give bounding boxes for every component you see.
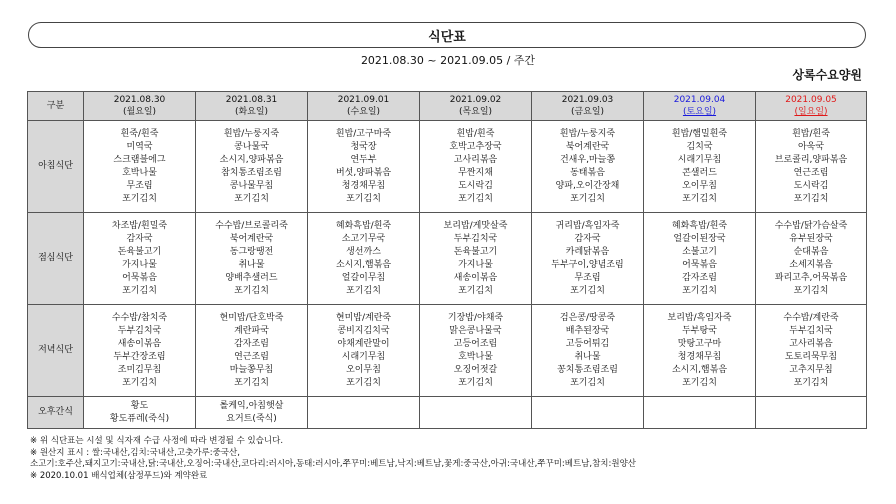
menu-item: 포기김치: [346, 193, 381, 204]
menu-item: 가지나물: [458, 259, 493, 270]
menu-item: 포기김치: [122, 377, 157, 388]
menu-item: 무조림: [574, 272, 601, 283]
menu-cell: [420, 397, 532, 429]
menu-item: 포기김치: [122, 285, 157, 296]
menu-item: 포기김치: [570, 377, 605, 388]
menu-cell: [196, 121, 308, 213]
snack-row: [28, 397, 867, 429]
menu-item: 포기김치: [458, 193, 493, 204]
menu-cell: [532, 397, 644, 429]
menu-cell: [756, 305, 867, 397]
menu-item: 콩나물국: [234, 141, 269, 152]
menu-item: 브로콜리,양파볶음: [774, 154, 848, 165]
menu-item: 고추지무침: [789, 364, 833, 375]
menu-item: 고등어튀김: [565, 338, 610, 349]
menu-item: 동태볶음: [570, 167, 605, 178]
row-label: 아침식단: [28, 121, 84, 213]
day-of-week: (토요일): [682, 107, 717, 117]
menu-item: 호박나물: [122, 167, 157, 178]
menu-item: 고사리볶음: [789, 338, 833, 349]
row-label: 저녁식단: [28, 305, 84, 397]
menu-item: 돈육불고기: [117, 246, 162, 257]
menu-cell: [756, 397, 867, 429]
menu-item: 흰밥/흰죽: [792, 128, 830, 139]
menu-item: 꽁치통조림조림: [557, 364, 618, 375]
menu-item: 도시락김: [458, 180, 493, 191]
day-date: 2021.09.05: [785, 95, 837, 105]
menu-item: 흰밥/흰죽: [456, 128, 495, 139]
menu-cell: [308, 121, 420, 213]
menu-cell: [644, 397, 756, 429]
menu-item: 건새우,마늘쫑: [559, 154, 616, 165]
note-line: ※ 원산지 표시 : 쌀:국내산,김치:국내산,고춧가루:중국산,: [30, 447, 240, 458]
menu-cell: [84, 305, 196, 397]
menu-item: 소시지,양파볶음: [219, 154, 284, 165]
menu-item: 포기김치: [122, 193, 157, 204]
menu-item: 스크램블에그: [113, 154, 166, 165]
menu-item: 혜화흑밥/흰죽: [335, 220, 392, 231]
menu-item: 참치통조림조림: [221, 167, 282, 178]
menu-cell: [420, 213, 532, 305]
menu-cell: [532, 121, 644, 213]
menu-cell: [644, 305, 756, 397]
menu-item: 요거트(죽식): [226, 413, 277, 424]
menu-item: 감자조림: [234, 338, 269, 349]
breakfast-row: [28, 121, 867, 213]
menu-item: 두부구이,양념조림: [551, 259, 624, 270]
menu-item: 유부된장국: [789, 233, 833, 244]
menu-item: 꽈리고추,어묵볶음: [774, 272, 848, 283]
menu-item: 귀리밥/흑임자죽: [555, 220, 620, 231]
day-of-week: (목요일): [458, 107, 493, 117]
menu-item: 무짠지채: [458, 167, 493, 178]
menu-cell: [420, 121, 532, 213]
menu-item: 청경채무침: [341, 180, 386, 191]
day-date: 2021.08.31: [225, 95, 278, 105]
menu-item: 수수밥/닭가슴살죽: [774, 220, 848, 231]
menu-cell: [532, 305, 644, 397]
menu-item: 두부김치국: [453, 233, 498, 244]
menu-item: 콘샐러드: [682, 167, 717, 178]
menu-cell: [756, 213, 867, 305]
menu-item: 새송이볶음: [117, 338, 162, 349]
menu-item: 오징어젓갈: [453, 364, 498, 375]
day-date: 2021.08.30: [113, 95, 166, 105]
note-line: ※ 2020.10.01 배식업체(삼정푸드)와 계약완료: [30, 470, 208, 481]
dinner-row: [28, 305, 867, 397]
menu-item: 배추된장국: [565, 325, 610, 336]
menu-item: 콩나물무침: [229, 180, 274, 191]
menu-item: 흰밥/고구마죽: [335, 128, 392, 139]
menu-item: 차조밥/흰밀죽: [111, 220, 168, 231]
menu-item: 도토리묵무침: [784, 351, 838, 362]
menu-item: 포기김치: [570, 193, 605, 204]
row-label: 오후간식: [28, 397, 84, 429]
menu-item: 두부간장조림: [113, 351, 166, 362]
menu-cell: [84, 121, 196, 213]
menu-item: 연근조림: [234, 351, 269, 362]
lunch-row: [28, 213, 867, 305]
menu-item: 연근조림: [793, 167, 829, 178]
day-of-week: (수요일): [346, 107, 381, 117]
day-header-wed: [308, 92, 420, 121]
menu-item: 감자국: [574, 233, 601, 244]
menu-item: 황도: [130, 400, 149, 411]
day-header-fri: [532, 92, 644, 121]
menu-item: 현미밥/단호박죽: [219, 312, 284, 323]
menu-cell: [196, 305, 308, 397]
menu-item: 검은콩/땅콩죽: [559, 312, 616, 323]
notes: [30, 436, 880, 482]
day-header-tue: [196, 92, 308, 121]
menu-item: 포기김치: [458, 377, 493, 388]
menu-item: 취나물: [238, 259, 265, 270]
menu-item: 무조림: [126, 180, 153, 191]
menu-cell: [196, 397, 308, 429]
menu-item: 시래기무침: [341, 351, 386, 362]
menu-item: 두부탕국: [682, 325, 717, 336]
menu-item: 시래기무침: [677, 154, 722, 165]
menu-item: 오이무침: [682, 180, 717, 191]
menu-item: 어묵볶음: [122, 272, 157, 283]
organization-name: 상록수요양원: [792, 68, 862, 82]
menu-cell: [308, 213, 420, 305]
menu-cell: [84, 213, 196, 305]
menu-item: 흰밥/누룽지죽: [559, 128, 616, 139]
menu-item: 가지나물: [122, 259, 157, 270]
row-label: 점심식단: [28, 213, 84, 305]
menu-cell: [644, 213, 756, 305]
menu-item: 포기김치: [234, 377, 269, 388]
menu-item: 연두부: [350, 154, 377, 165]
day-date: 2021.09.02: [449, 95, 502, 105]
day-of-week: (월요일): [122, 107, 157, 117]
day-date: 2021.09.04: [673, 95, 726, 105]
menu-item: 포기김치: [234, 285, 269, 296]
menu-item: 기장밥/야채죽: [447, 312, 504, 323]
menu-item: 얼갈이무침: [341, 272, 386, 283]
menu-item: 두부김치국: [789, 325, 833, 336]
note-line: ※ 위 식단표는 시설 및 식자재 수급 사정에 따라 변경될 수 있습니다.: [30, 436, 284, 446]
menu-item: 맛탕고구마: [677, 338, 722, 349]
menu-item: 마늘쫑무침: [229, 364, 274, 375]
menu-item: 소시지,햄볶음: [671, 364, 728, 375]
menu-item: 동그랑땡전: [229, 246, 274, 257]
menu-item: 돈육불고기: [453, 246, 498, 257]
menu-item: 포기김치: [682, 377, 717, 388]
menu-item: 수수밥/참치죽: [111, 312, 168, 323]
menu-item: 감자조림: [682, 272, 717, 283]
menu-item: 수수밥/계란죽: [783, 312, 839, 323]
menu-item: 양배추샐러드: [225, 272, 278, 283]
menu-cell: [196, 213, 308, 305]
menu-item: 맑은콩나물국: [449, 325, 502, 336]
menu-cell: [308, 305, 420, 397]
menu-item: 아욱국: [797, 141, 825, 152]
day-header-sat: [644, 92, 756, 121]
menu-item: 야채계란말이: [337, 338, 390, 349]
menu-item: 계란파국: [234, 325, 269, 336]
menu-item: 흰밥/햄밀흰죽: [671, 128, 728, 139]
menu-item: 카레닭볶음: [565, 246, 610, 257]
menu-item: 수수밥/브로콜리죽: [215, 220, 288, 231]
page-title: 식단표: [28, 22, 866, 48]
menu-cell: [84, 397, 196, 429]
day-of-week: (금요일): [570, 107, 605, 117]
date-range: 2021.08.30 ~ 2021.09.05 / 주간: [360, 54, 536, 67]
day-header-sun: [756, 92, 867, 121]
menu-item: 흰죽/흰죽: [120, 128, 159, 139]
menu-item: 포기김치: [234, 193, 269, 204]
menu-item: 새송이볶음: [453, 272, 498, 283]
header-row: [28, 92, 867, 121]
menu-item: 양파,오이간장채: [555, 180, 620, 191]
menu-item: 고등어조림: [453, 338, 498, 349]
menu-item: 어묵볶음: [682, 259, 717, 270]
menu-cell: [308, 397, 420, 429]
menu-item: 황도퓨레(죽식): [109, 413, 170, 424]
menu-item: 포기김치: [346, 285, 381, 296]
day-date: 2021.09.01: [337, 95, 390, 105]
menu-item: 포기김치: [793, 377, 829, 388]
menu-item: 얼갈이된장국: [673, 233, 726, 244]
menu-item: 도시락김: [793, 180, 829, 191]
menu-item: 포기김치: [570, 285, 605, 296]
menu-item: 고사리볶음: [453, 154, 498, 165]
menu-item: 순대볶음: [793, 246, 829, 257]
menu-item: 소불고기: [682, 246, 717, 257]
menu-item: 감자국: [126, 233, 153, 244]
menu-item: 생선까스: [346, 246, 381, 257]
menu-cell: [756, 121, 867, 213]
menu-item: 콩비지김치국: [337, 325, 390, 336]
menu-item: 북어계란국: [565, 141, 610, 152]
menu-item: 북어계란국: [229, 233, 274, 244]
menu-item: 현미밥/계란죽: [335, 312, 392, 323]
menu-item: 흰밥/누룽지죽: [223, 128, 280, 139]
day-header-mon: [84, 92, 196, 121]
menu-item: 오이무침: [346, 364, 381, 375]
menu-item: 포기김치: [793, 285, 829, 296]
menu-item: 포기김치: [458, 285, 493, 296]
day-of-week: (화요일): [234, 107, 269, 117]
menu-item: 호박나물: [458, 351, 493, 362]
menu-cell: [420, 305, 532, 397]
menu-cell: [644, 121, 756, 213]
menu-item: 두부김치국: [117, 325, 162, 336]
menu-item: 김치국: [686, 141, 713, 152]
menu-item: 롤케익,아침햇살: [219, 400, 284, 411]
menu-item: 포기김치: [682, 285, 717, 296]
menu-item: 호박고추장국: [449, 141, 502, 152]
note-line: 소고기:호주산,돼지고기:국내산,닭:국내산,오징어:국내산,코다리:러시아,동태:러시아,쭈꾸미:베트남,낙지:베트남,꽃게:중국산,아귀:국내산,쭈꾸미:베트남,참치:원양산: [30, 459, 637, 469]
menu-item: 포기김치: [346, 377, 381, 388]
menu-item: 혜화흑밥/흰죽: [671, 220, 728, 231]
menu-item: 포기김치: [682, 193, 717, 204]
meal-table: [27, 91, 867, 429]
menu-item: 청경채무침: [677, 351, 722, 362]
header-corner: 구분: [28, 92, 84, 121]
menu-item: 소세지볶음: [789, 259, 833, 270]
menu-item: 조미김무침: [117, 364, 162, 375]
menu-item: 청국장: [350, 141, 377, 152]
menu-cell: [532, 213, 644, 305]
menu-item: 미역국: [126, 141, 153, 152]
menu-item: 보리밥/게맛살죽: [443, 220, 508, 231]
menu-item: 보리밥/흑임자죽: [667, 312, 732, 323]
day-header-thu: [420, 92, 532, 121]
day-date: 2021.09.03: [561, 95, 614, 105]
day-of-week: (일요일): [794, 107, 828, 117]
menu-item: 소고기무국: [341, 233, 386, 244]
menu-item: 소시지,햄볶음: [335, 259, 392, 270]
menu-item: 버섯,양파볶음: [335, 167, 392, 178]
menu-item: 포기김치: [793, 193, 829, 204]
menu-item: 취나물: [574, 351, 601, 362]
